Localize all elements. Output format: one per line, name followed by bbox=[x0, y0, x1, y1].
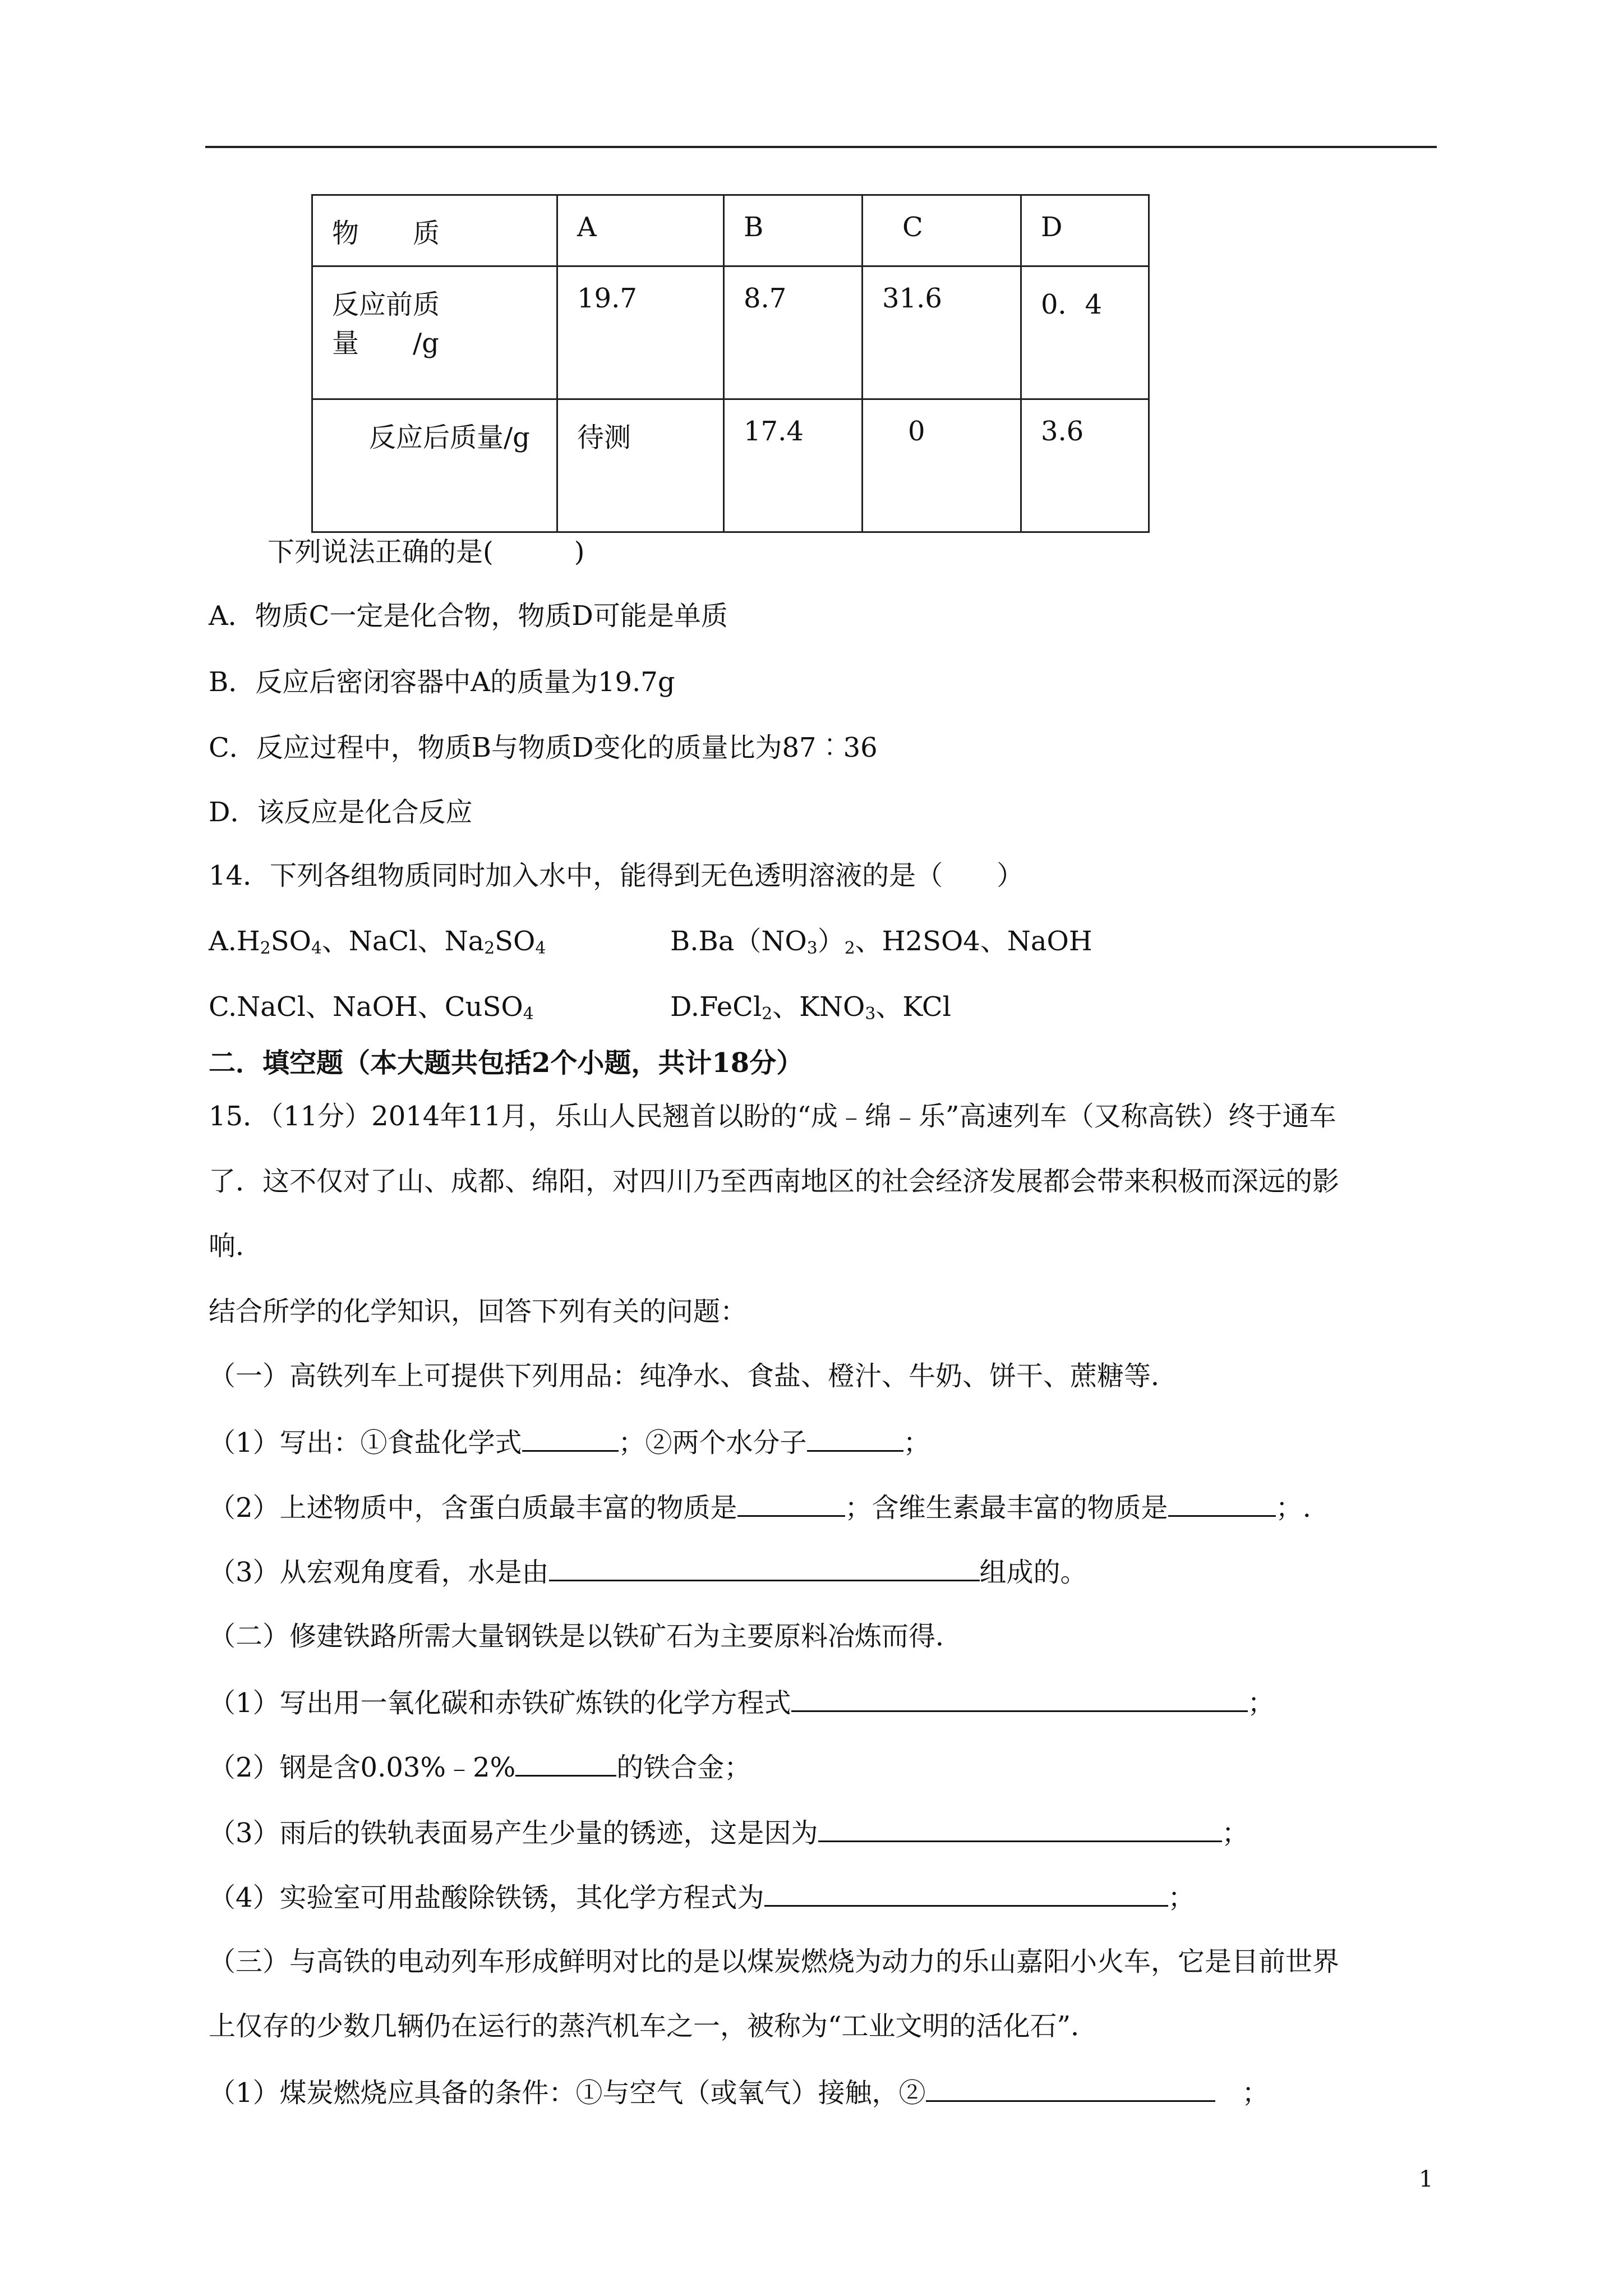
q13-option-b: B．反应后密闭容器中A的质量为19.7g bbox=[209, 666, 675, 698]
q15-part1-item2: （2）上述物质中，含蛋白质最丰富的物质是 ；含维生素最丰富的物质是 ；. bbox=[209, 1490, 1311, 1525]
table-header-cell: 物 质 bbox=[312, 195, 557, 266]
table-cell: 31.6 bbox=[863, 266, 1021, 399]
q14-option-d: D.FeCl$_2$、$KNO_3$、KCl bbox=[670, 991, 951, 1024]
answer-blank[interactable] bbox=[549, 1555, 980, 1581]
table-cell: 0 bbox=[863, 399, 1021, 532]
answer-blank[interactable] bbox=[764, 1880, 1168, 1907]
q13-prompt: 下列说法正确的是( ) bbox=[268, 536, 585, 568]
table-cell: 8.7 bbox=[724, 266, 863, 399]
answer-blank[interactable] bbox=[807, 1425, 903, 1452]
answer-blank[interactable] bbox=[515, 1750, 616, 1777]
q15-part1-heading: （一）高铁列车上可提供下列用品：纯净水、食盐、橙汁、牛奶、饼干、蔗糖等． bbox=[209, 1360, 1178, 1392]
q15-part2-item1: （1）写出用一氧化碳和赤铁矿炼铁的化学方程式 ； bbox=[209, 1686, 1275, 1720]
q14-option-a: $A.H_2SO_4$、NaCl、$Na_2SO_4$ bbox=[209, 926, 546, 958]
q15-part1-item3: （3）从宏观角度看，水是由 组成的。 bbox=[209, 1555, 1087, 1589]
header-rule bbox=[205, 146, 1437, 148]
table-row bbox=[312, 266, 1149, 399]
q15-part2-item3: （3）雨后的铁轨表面易产生少量的锈迹，这是因为 ； bbox=[209, 1816, 1249, 1850]
q15-part1-item1: （1）写出：①食盐化学式 ；②两个水分子 ； bbox=[209, 1425, 930, 1460]
section-2-title: 二．填空题（本大题共包括2个小题，共计18分） bbox=[209, 1047, 804, 1079]
answer-blank[interactable] bbox=[791, 1686, 1248, 1712]
table-header-cell: B bbox=[724, 195, 863, 266]
q15-part2-item4: （4）实验室可用盐酸除铁锈，其化学方程式为 ； bbox=[209, 1880, 1195, 1915]
page-number: 1 bbox=[1419, 2166, 1433, 2192]
answer-blank[interactable] bbox=[1168, 1490, 1276, 1517]
answer-blank[interactable] bbox=[522, 1425, 619, 1452]
q15-part2-item2: （2）钢是含0.03%﹣2% 的铁合金； bbox=[209, 1750, 751, 1784]
q15-part3-item1: （1）煤炭燃烧应具备的条件：①与空气（或氧气）接触，② ； bbox=[209, 2076, 1269, 2110]
q15-intro-line3: 响． bbox=[209, 1230, 263, 1262]
table-cell: 待测 bbox=[557, 399, 724, 532]
table-header-cell: D bbox=[1021, 195, 1149, 266]
table-cell: 0．4 bbox=[1021, 266, 1149, 399]
table-cell: 3.6 bbox=[1021, 399, 1149, 532]
table-header-cell: A bbox=[557, 195, 724, 266]
mass-data-table bbox=[311, 194, 1150, 533]
answer-blank[interactable] bbox=[818, 1816, 1222, 1842]
q15-intro-line2: 了．这不仅对了山、成都、绵阳，对四川乃至西南地区的社会经济发展都会带来积极而深远的影 bbox=[209, 1166, 1340, 1197]
answer-blank[interactable] bbox=[926, 2076, 1215, 2102]
q13-option-d: D．该反应是化合反应 bbox=[209, 797, 473, 828]
table-cell: 19.7 bbox=[557, 266, 724, 399]
table-cell: 17.4 bbox=[724, 399, 863, 532]
q15-part3-line2: 上仅存的少数几辆仍在运行的蒸汽机车之一，被称为“工业文明的活化石”． bbox=[209, 2010, 1098, 2042]
q15-part3-line1: （三）与高铁的电动列车形成鲜明对比的是以煤炭燃烧为动力的乐山嘉阳小火车，它是目前世界 bbox=[209, 1946, 1340, 1977]
answer-blank[interactable] bbox=[737, 1490, 845, 1517]
table-cell: 反应后质量/g bbox=[312, 399, 557, 532]
q15-intro-line1: 15．（11分）2014年11月，乐山人民翘首以盼的“成﹣绵﹣乐”高速列车（又称高铁）终于通车 bbox=[209, 1101, 1336, 1132]
table-cell: 反应前质量 /g bbox=[312, 266, 557, 399]
q14-option-c: C.NaCl、NaOH、CuSO$_4$ bbox=[209, 991, 534, 1024]
table-header-cell: C bbox=[863, 195, 1021, 266]
q13-option-c: C．反应过程中，物质B与物质D变化的质量比为87︰36 bbox=[209, 732, 878, 763]
q14-prompt: 14．下列各组物质同时加入水中，能得到无色透明溶液的是（ ） bbox=[209, 860, 1024, 891]
q14-option-b: $B.Ba(NO_3)_2$、H2SO4、NaOH bbox=[670, 926, 1092, 958]
q15-part2-heading: （二）修建铁路所需大量钢铁是以铁矿石为主要原料冶炼而得． bbox=[209, 1621, 963, 1652]
q13-option-a: A．物质C一定是化合物，物质D可能是单质 bbox=[209, 600, 728, 632]
table-header-row bbox=[312, 195, 1149, 266]
table-row bbox=[312, 399, 1149, 532]
q15-intro-line4: 结合所学的化学知识，回答下列有关的问题： bbox=[209, 1296, 748, 1327]
